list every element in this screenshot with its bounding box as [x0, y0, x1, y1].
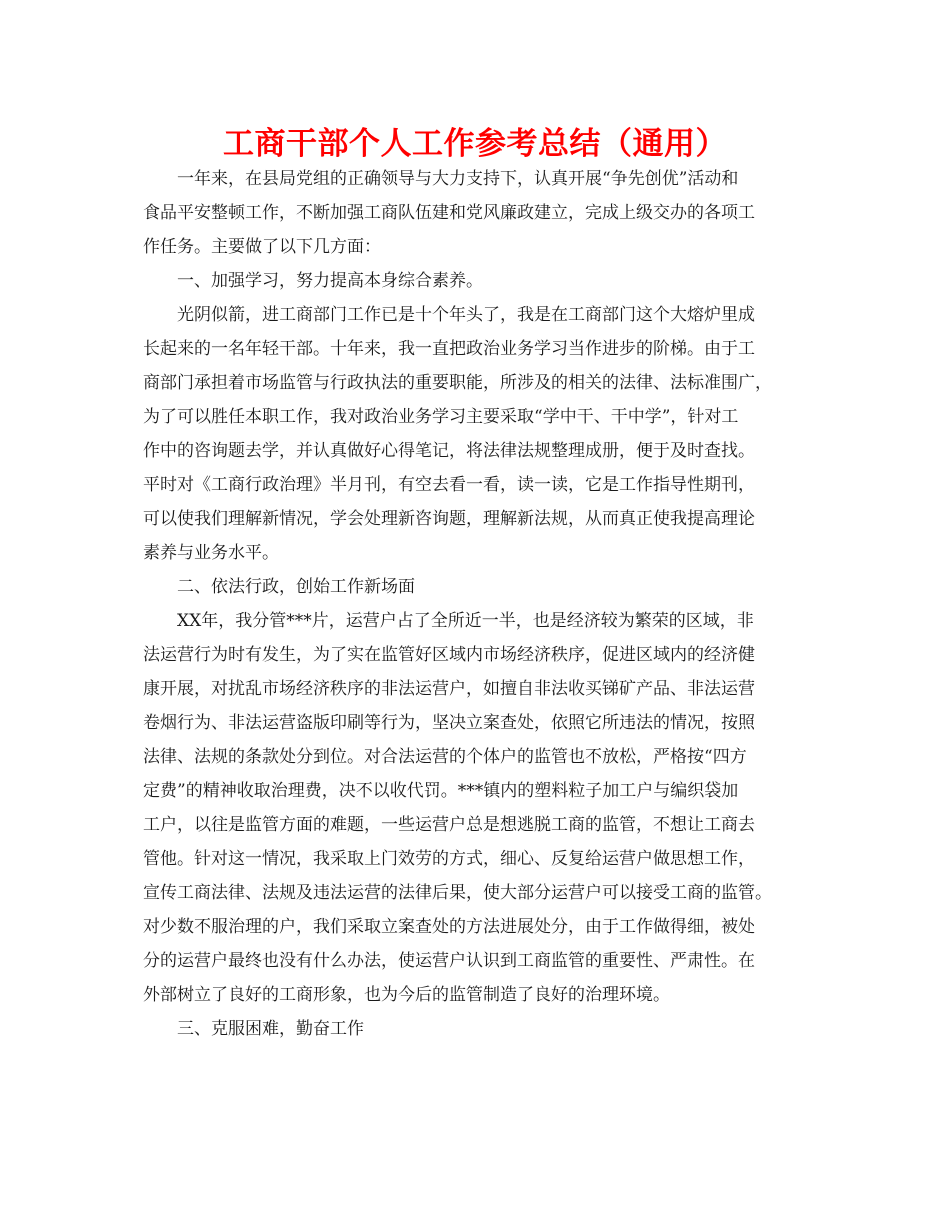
body-line: 食品平安整顿工作，不断加强工商队伍建和党风廉政建立，完成上级交办的各项工: [143, 203, 755, 223]
body-line: 卷烟行为、非法运营盗版印刷等行为，坚决立案查处，依照它所违法的情况，按照: [143, 713, 755, 733]
body-line: 一年来，在县局党组的正确领导与大力支持下，认真开展“争先创优”活动和: [177, 169, 739, 189]
body-line: 作任务。主要做了以下几方面：: [143, 237, 381, 257]
body-line: 宣传工商法律、法规及违法运营的法律后果，使大部分运营户可以接受工商的监管。: [143, 883, 772, 903]
body-line: 可以使我们理解新情况，学会处理新咨询题，理解新法规，从而真正使我提高理论: [143, 509, 755, 529]
document-title: 工商干部个人工作参考总结（通用）: [223, 126, 727, 162]
body-line: 法律、法规的条款处分到位。对合法运营的个体户的监管也不放松，严格按“四方: [143, 747, 747, 767]
body-line: 光阴似箭，进工商部门工作已是十个年头了，我是在工商部门这个大熔炉里成: [177, 305, 755, 325]
body-line: 管他。针对这一情况，我采取上门效劳的方式，细心、反复给运营户做思想工作，: [143, 849, 755, 869]
body-line: 三、克服困难，勤奋工作: [177, 1019, 364, 1039]
body-line: 为了可以胜任本职工作，我对政治业务学习主要采取“学中干、干中学”，针对工: [143, 407, 739, 427]
document-body: [143, 162, 833, 1046]
body-line: XX年，我分管***片，运营户占了全所近一半，也是经济较为繁荣的区域，非: [177, 611, 754, 631]
body-line: 工户，以往是监管方面的难题，一些运营户总是想逃脱工商的监管，不想让工商去: [143, 815, 755, 835]
body-line: 二、依法行政，创始工作新场面: [177, 577, 415, 597]
body-line: 康开展，对扰乱市场经济秩序的非法运营户，如擅自非法收买锑矿产品、非法运营: [143, 679, 755, 699]
body-line: 一、加强学习，努力提高本身综合素养。: [177, 271, 483, 291]
body-line: 外部树立了良好的工商形象，也为今后的监管制造了良好的治理环境。: [143, 985, 670, 1005]
body-line: 分的运营户最终也没有什么办法，使运营户认识到工商监管的重要性、严肃性。在: [143, 951, 755, 971]
body-line: 平时对《工商行政治理》半月刊，有空去看一看，读一读，它是工作指导性期刊，: [143, 475, 755, 495]
body-line: 素养与业务水平。: [143, 543, 279, 563]
body-line: 作中的咨询题去学，并认真做好心得笔记，将法律法规整理成册，便于及时查找。: [143, 441, 755, 461]
body-line: 定费”的精神收取治理费，决不以收代罚。***镇内的塑料粒子加工户与编织袋加: [143, 781, 739, 801]
body-line: 法运营行为时有发生，为了实在监管好区域内市场经济秩序，促进区域内的经济健: [143, 645, 755, 665]
body-line: 长起来的一名年轻干部。十年来，我一直把政治业务学习当作进步的阶梯。由于工: [143, 339, 755, 359]
body-line: 对少数不服治理的户，我们采取立案查处的方法进展处分，由于工作做得细，被处: [143, 917, 755, 937]
body-line: 商部门承担着市场监管与行政执法的重要职能，所涉及的相关的法律、法标准围广，: [143, 373, 772, 393]
